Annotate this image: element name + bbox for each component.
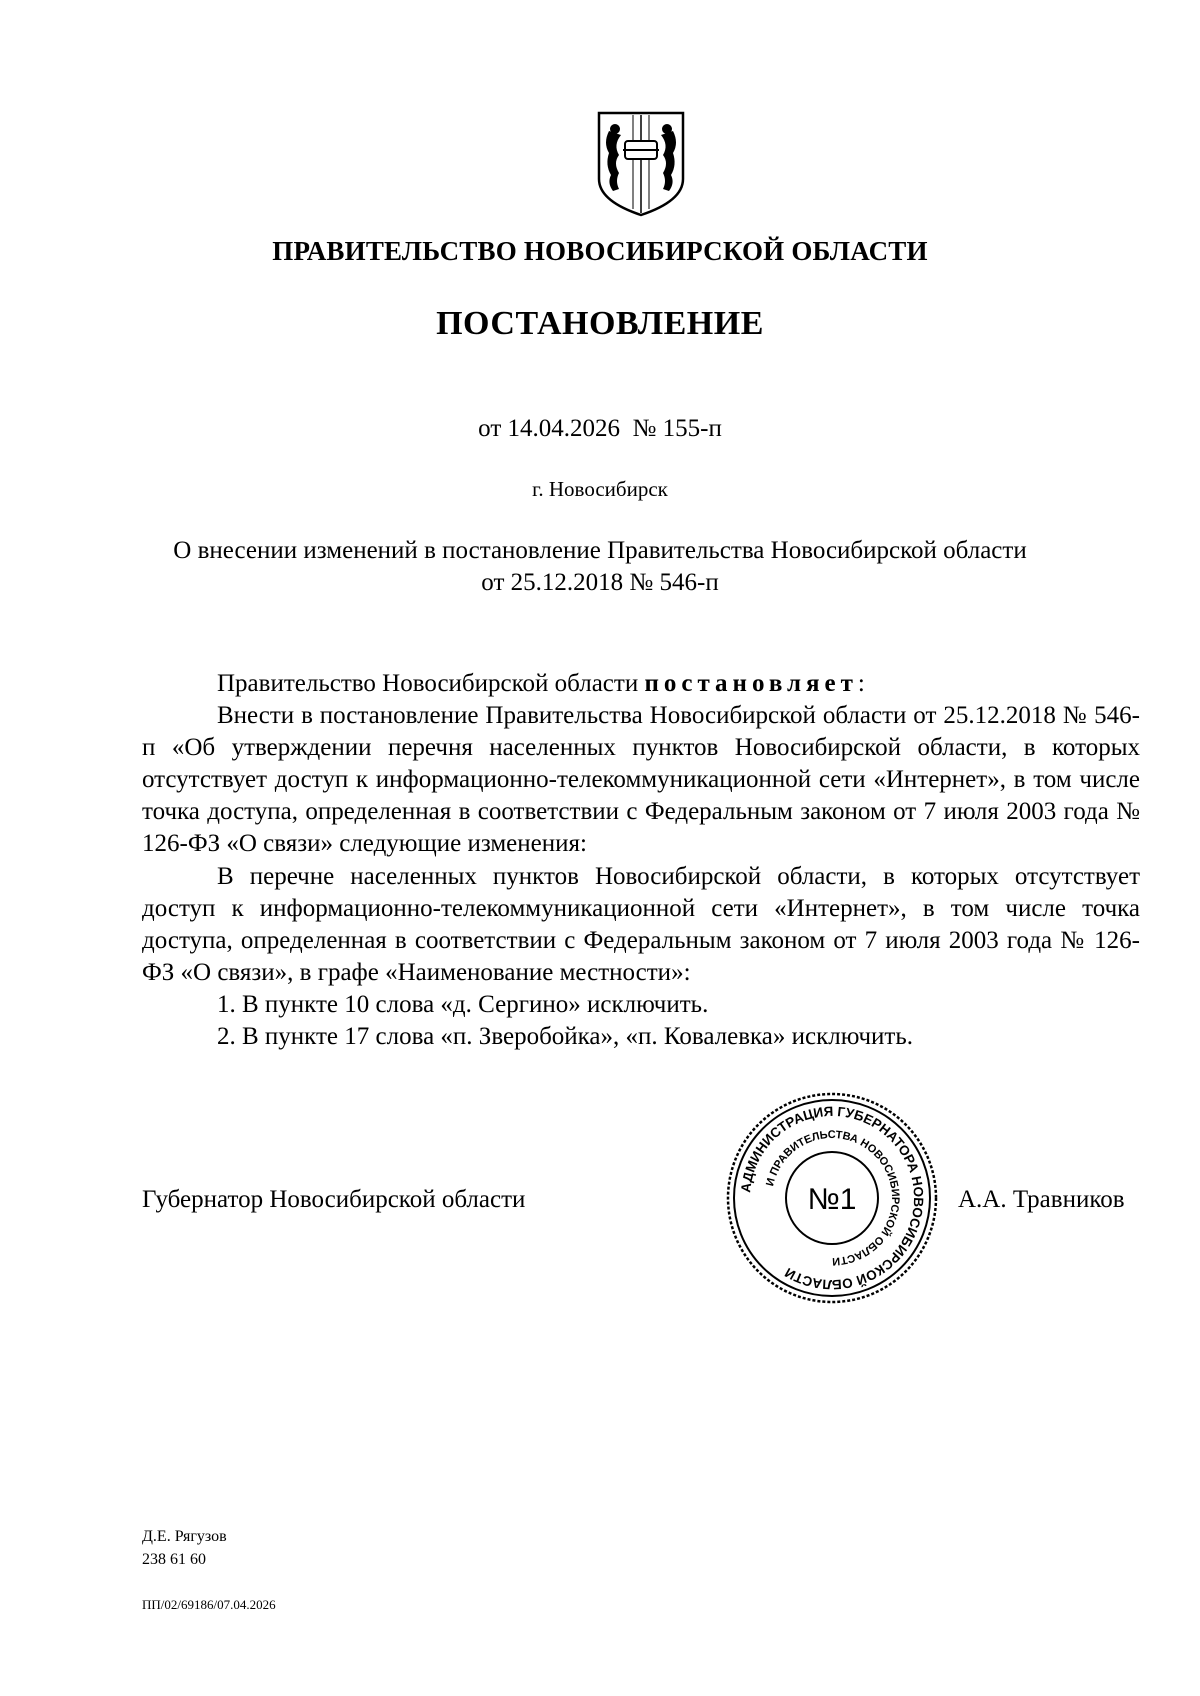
subject-line-2: от 25.12.2018 № 546-п [481,569,719,596]
document-city: г. Новосибирск [532,477,668,501]
executor-name: Д.Е. Рягузов [142,1528,227,1545]
document-date-number: от 14.04.2026 № 155-п [478,415,722,442]
document-type: ПОСТАНОВЛЕНИЕ [436,305,764,342]
intro-keyword: постановляет [644,670,858,697]
paragraph-1: Внести в постановление Правительства Новосибирской области от 25.12.2018 № 546-п «Об утверждении перечня населенных пунктов Новосибирской области, в которых отсутствует доступ к информационно-телекоммуникационной сети «Интернет», в том числе точка доступа, определенная в соответствии с Федеральным законом от 7 июля 2003 года № 126-ФЗ «О связи» следующие изменения: [142,702,1140,858]
intro-suffix: : [857,670,865,697]
coat-of-arms-icon [595,109,687,219]
official-seal-icon [722,1088,942,1308]
registration-number: ПП/02/69186/07.04.2026 [142,1597,276,1612]
executor-block [142,1525,227,1571]
list-item-1: 1. В пункте 10 слова «д. Сергино» исключить. [217,990,709,1018]
stamp-number: №1 [807,1183,857,1216]
intro-prefix: Правительство Новосибирской области [217,670,645,697]
list-item-2: 2. В пункте 17 слова «п. Зверобойка», «п. Ковалевка» исключить. [217,1023,913,1051]
intro-paragraph [142,668,1140,700]
subject-line-1: О внесении изменений в постановление Правительства Новосибирской области [173,537,1027,564]
stamp-outer-text: АДМИНИСТРАЦИЯ ГУБЕРНАТОРА НОВОСИБИРСКОЙ ОБЛАСТИ [738,1103,927,1293]
executor-phone: 238 61 60 [142,1551,206,1568]
stamp-inner-text: И ПРАВИТЕЛЬСТВА НОВОСИБИРСКОЙ ОБЛАСТИ [764,1128,902,1268]
signatory-name: А.А. Травников [958,1186,1125,1213]
document-body [142,668,1140,1053]
paragraph-2: В перечне населенных пунктов Новосибирской области, в которых отсутствует доступ к информационно-телекоммуникационной сети «Интернет», в том числе точка доступа, определенная в соответствии с Федеральным законом от 7 июля 2003 года № 126-ФЗ «О связи», в графе «Наименование местности»: [142,862,1140,986]
signatory-position: Губернатор Новосибирской области [142,1186,526,1213]
document-subject [130,535,1070,599]
organization-title: ПРАВИТЕЛЬСТВО НОВОСИБИРСКОЙ ОБЛАСТИ [272,236,928,266]
